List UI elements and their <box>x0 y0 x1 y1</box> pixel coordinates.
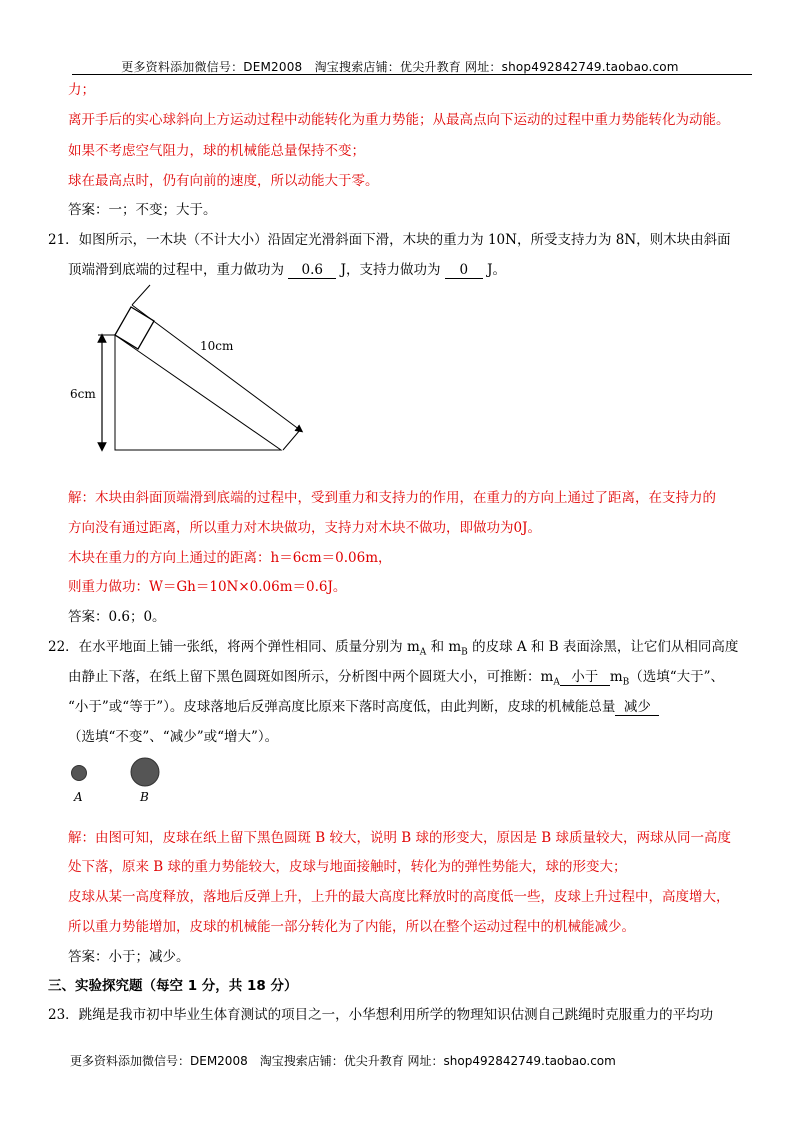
q22-text-2c: m <box>609 669 623 685</box>
header-divider <box>72 74 752 75</box>
page-header: 更多资料添加微信号：DEM2008 淘宝搜索店铺：优尖升教育 网址：shop492842749.taobao.com <box>121 60 679 74</box>
q20-line-3: 如果不考虑空气阻力，球的机械能总量保持不变； <box>68 143 365 159</box>
q21-solution-4: 则重力做功：W＝Gh＝10N×0.06m＝0.6J。 <box>68 579 347 595</box>
q22-text-1c: 和 m <box>426 639 462 655</box>
q22-question-line-1 <box>48 635 738 658</box>
length-arrow-tail <box>132 285 150 305</box>
q21-blank-work-gravity: 0.6 <box>288 262 336 279</box>
length-label: 10cm <box>200 339 234 353</box>
q20-line-2: 离开手后的实心球斜向上方运动过程中动能转化为重力势能；从最高点向下运动的过程中重力势能转化为动能。 <box>68 112 730 128</box>
q22-answer: 答案：小于；减少。 <box>68 949 190 965</box>
q21-solution-2: 方向没有通过距离，所以重力对木块做功，支持力对木块不做功，即做功为0J。 <box>68 520 541 536</box>
q22-text-3a: “小于”或“等于”）。皮球落地后反弹高度比原来下落时高度低，由此判断，皮球的机械能总量 <box>68 699 616 715</box>
q22-blank-mass: 小于 <box>560 665 610 686</box>
ball-mark-a <box>72 766 87 781</box>
q21-blank-work-support: 0 <box>445 262 483 279</box>
q22-question-line-4: （选填“不变”、“减少”或“增大”）。 <box>68 729 279 745</box>
q22-sub-a2: A <box>553 677 560 688</box>
q20-line-1: 力； <box>68 82 95 98</box>
page-footer: 更多资料添加微信号：DEM2008 淘宝搜索店铺：优尖升教育 网址：shop492842749.taobao.com <box>70 1054 616 1068</box>
q22-text-2e: （选填“大于”、 <box>629 669 725 685</box>
ball-label-a: A <box>74 790 83 804</box>
q22-text-1e: 的皮球 A 和 B 表面涂黑，让它们从相同高度 <box>467 639 739 655</box>
q22-solution-2: 处下落，原来 B 球的重力势能较大，皮球与地面接触时，转化为的弹性势能大，球的形变大； <box>68 859 627 875</box>
q21-text-c: J。 <box>482 262 506 278</box>
incline-triangle <box>115 335 281 450</box>
q21-question-line-2 <box>68 258 506 279</box>
q21-solution-1: 解：木块由斜面顶端滑到底端的过程中，受到重力和支持力的作用，在重力的方向上通过了距离，在支持力的 <box>68 490 716 506</box>
incline-diagram <box>70 280 318 460</box>
q22-solution-4: 所以重力势能增加，皮球的机械能一部分转化为了内能，所以在整个运动过程中的机械能减少。 <box>68 919 635 935</box>
wooden-block <box>115 307 154 349</box>
q22-solution-1: 解：由图可知，皮球在纸上留下黑色圆斑 B 较大，说明 B 球的形变大，原因是 B 球质量较大，两球从同一高度 <box>68 830 732 846</box>
q22-sub-b1: B <box>461 647 468 658</box>
ball-label-b: B <box>140 790 149 804</box>
q21-answer: 答案：0.6；0。 <box>68 609 166 625</box>
q22-sub-b2: B <box>622 677 630 688</box>
q21-text-a: 顶端滑到底端的过程中，重力做功为 <box>68 262 289 278</box>
section-3-title: 三、实验探究题（每空 1 分，共 18 分） <box>48 978 298 994</box>
q21-question-line-1: 21．如图所示，一木块（不计大小）沿固定光滑斜面下滑，木块的重力为 10N，所受支持力为 8N，则木块由斜面 <box>48 232 731 248</box>
ball-marks-diagram <box>66 756 176 806</box>
q22-text-2a: 由静止下落，在纸上留下黑色圆斑如图所示，分析图中两个圆斑大小，可推断：m <box>68 669 554 685</box>
q20-answer: 答案：一；不变；大于。 <box>68 202 217 218</box>
height-label: 6cm <box>70 387 96 401</box>
q20-line-4: 球在最高点时，仍有向前的速度，所以动能大于零。 <box>68 173 379 189</box>
length-arrow <box>132 305 300 430</box>
q22-text-1a: 22．在水平地面上铺一张纸，将两个弹性相同、质量分别为 m <box>48 639 420 655</box>
length-arrow-end-tick <box>283 430 300 450</box>
q21-text-b: J，支持力做功为 <box>336 262 445 278</box>
ball-mark-b <box>131 758 159 786</box>
q22-question-line-2 <box>68 665 724 688</box>
q22-blank-energy: 减少 <box>615 695 659 716</box>
q22-solution-3: 皮球从某一高度释放，落地后反弹上升，上升的最大高度比释放时的高度低一些，皮球上升过程中，高度增大， <box>68 889 730 905</box>
q22-question-line-3 <box>68 695 659 716</box>
q21-solution-3: 木块在重力的方向上通过的距离：h＝6cm＝0.06m， <box>68 550 392 566</box>
q23-question-line-1: 23．跳绳是我市初中毕业生体育测试的项目之一，小华想利用所学的物理知识估测自己跳绳时克服重力的平均功 <box>48 1007 714 1023</box>
q22-sub-a1: A <box>419 647 427 658</box>
